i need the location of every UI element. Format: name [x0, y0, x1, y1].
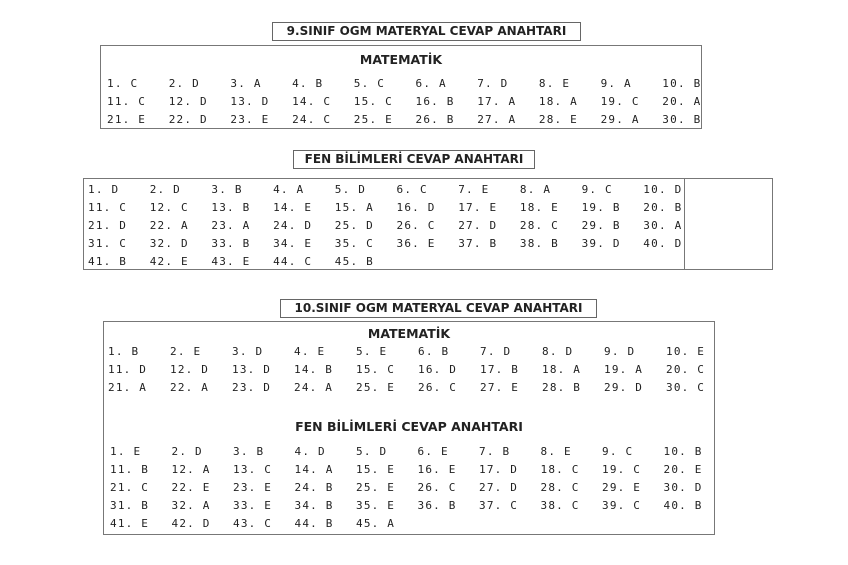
answer-cell: 33. E [233, 499, 273, 512]
answer-cell: 3. D [232, 345, 264, 358]
answer-cell: 30. B [662, 113, 702, 126]
answer-cell: 32. D [149, 237, 189, 250]
answer-cell: 28. E [538, 113, 579, 126]
answer-cell: 21. D [88, 219, 128, 232]
answer-cell: 12. A [171, 463, 211, 476]
answer-cell: 16. E [417, 463, 457, 476]
answer-cell: 12. D [168, 95, 208, 108]
answer-cell: 30. A [643, 219, 683, 232]
answer-cell: 22. E [171, 481, 211, 494]
answer-cell: 8. D [542, 345, 574, 358]
answer-cell: 18. A [538, 95, 579, 108]
answer-cell: 4. D [294, 445, 326, 458]
answer-cell: 37. C [479, 499, 519, 512]
answer-cell: 23. E [233, 481, 273, 494]
answer-cell: 12. C [149, 201, 189, 214]
answer-cell: 20. B [643, 201, 683, 214]
answer-cell: 11. D [108, 363, 148, 376]
answer-cell: 13. C [233, 463, 273, 476]
answer-cell: 27. D [458, 219, 498, 232]
answer-cell: 28. B [542, 381, 582, 394]
answer-cell: 25. E [356, 381, 396, 394]
answer-cell: 31. C [88, 237, 128, 250]
answer-cell: 34. E [273, 237, 313, 250]
answer-cell: 40. B [663, 499, 703, 512]
answer-cell: 22. A [170, 381, 210, 394]
answer-cell: 26. B [415, 113, 455, 126]
answer-cell: 3. A [230, 77, 262, 90]
answer-cell: 37. B [458, 237, 498, 250]
answer-cell: 19. C [602, 463, 642, 476]
answer-cell: 5. D [334, 183, 367, 196]
answer-cell: 2. D [171, 445, 203, 458]
answer-cell: 9. C [581, 183, 613, 196]
answer-cell: 25. E [356, 481, 396, 494]
answer-cell: 44. B [294, 517, 334, 530]
answer-cell: 15. A [334, 201, 374, 214]
answer-cell: 4. A [273, 183, 305, 196]
answer-cell: 8. E [540, 445, 572, 458]
answer-cell: 14. E [273, 201, 313, 214]
answer-cell: 1. C [107, 77, 139, 90]
answer-cell: 43. E [211, 255, 251, 268]
answer-cell: 24. C [292, 113, 332, 126]
section-9-title: 9.SINIF OGM MATERYAL CEVAP ANAHTARI [272, 22, 581, 41]
answer-cell: 8. A [519, 183, 552, 196]
answer-cell: 9. A [600, 77, 632, 90]
answer-cell: 2. D [149, 183, 181, 196]
answer-cell: 20. C [666, 363, 706, 376]
answer-cell: 15. C [356, 363, 396, 376]
section-9-fen-box [83, 178, 773, 270]
answer-cell: 38. B [519, 237, 560, 250]
answer-cell: 41. E [110, 517, 150, 530]
answer-cell: 29. A [600, 113, 640, 126]
answer-cell: 13. D [232, 363, 272, 376]
section-10-box [103, 321, 715, 535]
answer-cell: 17. D [479, 463, 519, 476]
answer-cell: 15. C [353, 95, 393, 108]
answer-cell: 8. E [538, 77, 571, 90]
answer-cell: 2. D [168, 77, 200, 90]
section-10-title: 10.SINIF OGM MATERYAL CEVAP ANAHTARI [280, 299, 597, 318]
answer-cell: 16. D [396, 201, 436, 214]
answer-cell: 1. D [88, 183, 120, 196]
answer-cell: 39. C [602, 499, 642, 512]
answer-cell: 42. D [171, 517, 211, 530]
answer-cell: 19. B [581, 201, 621, 214]
answer-cell: 14. C [292, 95, 332, 108]
answer-cell: 16. D [418, 363, 458, 376]
answer-cell: 17. E [458, 201, 498, 214]
answer-cell: 1. B [108, 345, 140, 358]
answer-cell: 7. E [458, 183, 490, 196]
answer-cell: 3. B [233, 445, 265, 458]
answer-cell: 5. E [356, 345, 388, 358]
answer-cell: 28. C [519, 219, 560, 232]
answer-cell: 29. E [602, 481, 642, 494]
answer-cell: 25. E [353, 113, 393, 126]
answer-cell: 20. A [662, 95, 702, 108]
answer-cell: 35. E [356, 499, 396, 512]
answer-cell: 17. A [477, 95, 517, 108]
answer-cell: 27. D [479, 481, 519, 494]
answer-cell: 25. D [334, 219, 374, 232]
answer-cell: 27. E [480, 381, 520, 394]
answer-cell: 26. C [417, 481, 457, 494]
answer-cell: 38. C [540, 499, 580, 512]
answer-cell: 5. C [353, 77, 386, 90]
answer-cell: 24. B [294, 481, 334, 494]
answer-cell: 10. D [643, 183, 683, 196]
answer-cell: 14. B [294, 363, 334, 376]
answer-cell: 45. B [334, 255, 374, 268]
answer-cell: 7. D [480, 345, 512, 358]
answer-cell: 9. C [602, 445, 634, 458]
answer-cell: 23. E [230, 113, 270, 126]
answer-cell: 40. D [643, 237, 683, 250]
answer-cell: 33. B [211, 237, 251, 250]
answer-cell: 12. D [170, 363, 210, 376]
answer-cell: 24. D [273, 219, 313, 232]
answer-cell: 35. C [334, 237, 374, 250]
answer-cell: 11. C [88, 201, 128, 214]
section-9-math-box [100, 45, 702, 129]
answer-cell: 18. A [542, 363, 582, 376]
answer-cell: 3. B [211, 183, 243, 196]
answer-cell: 26. C [418, 381, 458, 394]
answer-cell: 6. C [396, 183, 428, 196]
answer-cell: 18. E [519, 201, 560, 214]
answer-cell: 19. C [600, 95, 640, 108]
answer-cell: 22. D [168, 113, 208, 126]
answer-cell: 20. E [663, 463, 703, 476]
answer-cell: 29. D [604, 381, 644, 394]
answer-cell: 22. A [149, 219, 189, 232]
answer-cell: 36. E [396, 237, 436, 250]
divider-line [684, 179, 685, 269]
answer-cell: 39. D [581, 237, 621, 250]
answer-cell: 4. E [294, 345, 326, 358]
answer-cell: 23. D [232, 381, 272, 394]
answer-cell: 41. B [88, 255, 128, 268]
answer-cell: 26. C [396, 219, 436, 232]
answer-cell: 6. E [417, 445, 449, 458]
answer-cell: 45. A [356, 517, 396, 530]
answer-cell: 17. B [480, 363, 520, 376]
answer-cell: 11. C [107, 95, 147, 108]
answer-cell: 9. D [604, 345, 636, 358]
answer-cell: 21. A [108, 381, 148, 394]
answer-cell: 23. A [211, 219, 251, 232]
section-10-math-heading: MATEMATİK [367, 326, 451, 341]
answer-cell: 43. C [233, 517, 273, 530]
answer-cell: 31. B [110, 499, 150, 512]
answer-cell: 28. C [540, 481, 580, 494]
answer-cell: 13. D [230, 95, 270, 108]
answer-cell: 36. B [417, 499, 457, 512]
answer-cell: 27. A [477, 113, 517, 126]
answer-cell: 24. A [294, 381, 334, 394]
answer-cell: 11. B [110, 463, 150, 476]
answer-cell: 5. D [356, 445, 388, 458]
answer-cell: 15. E [356, 463, 396, 476]
answer-cell: 2. E [170, 345, 202, 358]
answer-cell: 30. C [666, 381, 706, 394]
answer-cell: 14. A [294, 463, 334, 476]
answer-cell: 7. B [479, 445, 511, 458]
answer-cell: 6. B [418, 345, 450, 358]
section-9-math-heading: MATEMATİK [359, 52, 443, 67]
answer-cell: 21. C [110, 481, 150, 494]
answer-cell: 18. C [540, 463, 580, 476]
answer-cell: 32. A [171, 499, 211, 512]
answer-cell: 16. B [415, 95, 455, 108]
answer-cell: 4. B [292, 77, 324, 90]
section-9-fen-title: FEN BİLİMLERİ CEVAP ANAHTARI [293, 150, 535, 169]
answer-cell: 19. A [604, 363, 644, 376]
answer-cell: 6. A [415, 77, 447, 90]
section-10-fen-heading: FEN BİLİMLERİ CEVAP ANAHTARI [295, 419, 523, 434]
answer-cell: 42. E [149, 255, 189, 268]
answer-cell: 29. B [581, 219, 621, 232]
answer-cell: 7. D [477, 77, 509, 90]
answer-cell: 10. E [666, 345, 706, 358]
answer-cell: 13. B [211, 201, 251, 214]
answer-cell: 10. B [662, 77, 702, 90]
answer-cell: 30. D [663, 481, 703, 494]
answer-cell: 44. C [273, 255, 313, 268]
answer-cell: 34. B [294, 499, 334, 512]
answer-cell: 21. E [107, 113, 147, 126]
answer-cell: 10. B [663, 445, 703, 458]
answer-cell: 1. E [110, 445, 142, 458]
